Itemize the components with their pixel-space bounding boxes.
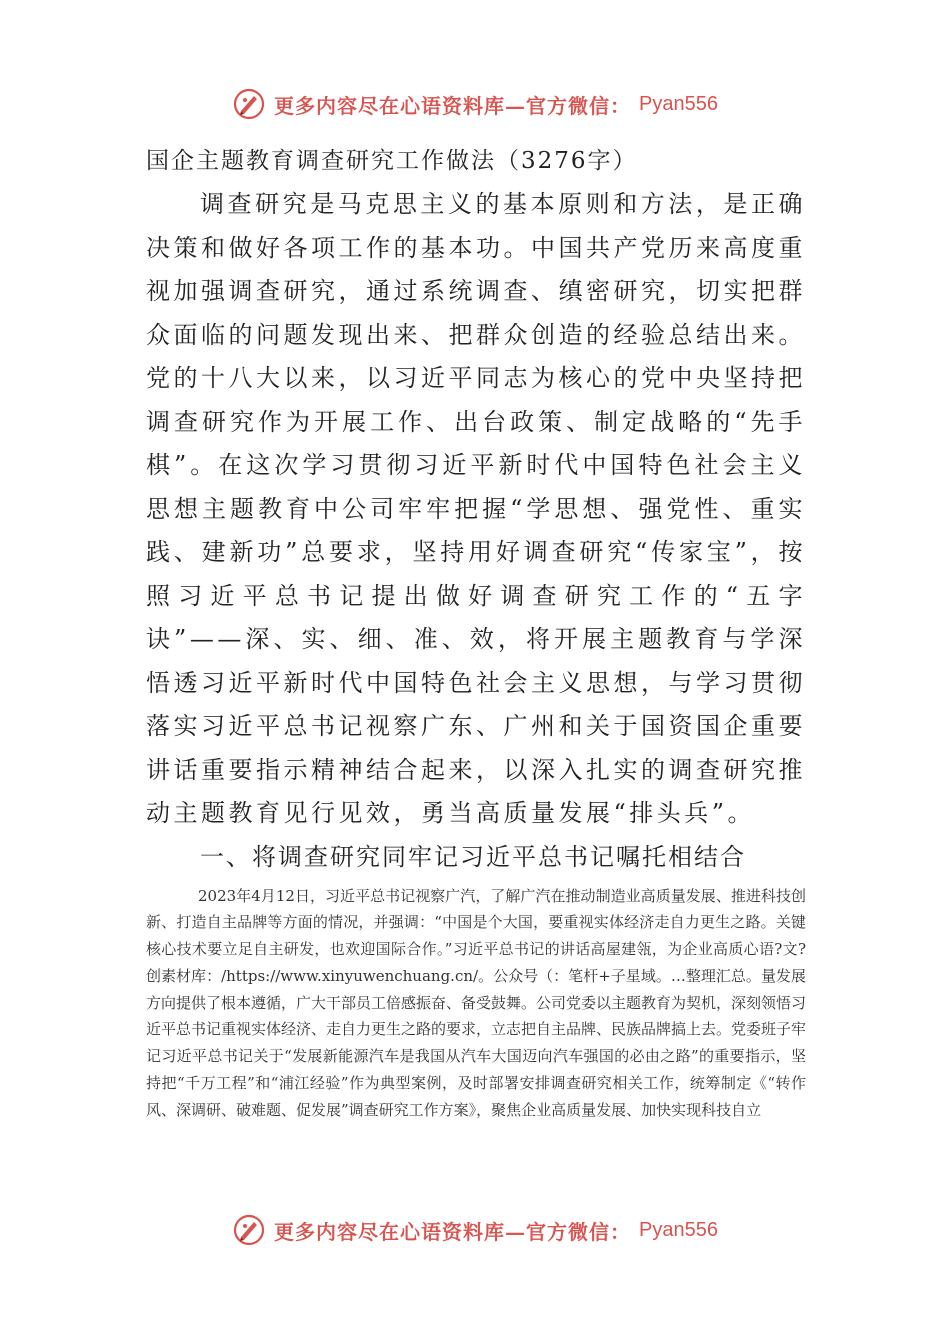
- pen-logo-icon: [232, 87, 266, 121]
- watermark-wechat-id: Pyan556: [639, 1218, 718, 1241]
- document-title: 国企主题教育调查研究工作做法（3276字）: [146, 148, 638, 174]
- document-body: [146, 140, 806, 1124]
- section-body-paragraph: 2023年4月12日，习近平总书记视察广汽，了解广汽在推动制造业高质量发展、推进科技创新、打造自主品牌等方面的情况，并强调：“中国是个大国，要重视实体经济走自力更生之路。关键核心技术要立足自主研发，也欢迎国际合作。”习近平总书记的讲话高屋建瓴，为企业高质心语?文?创素材库：/https://www.xinyuwenchuang.cn/。公众号（：笔杆+子星域。…整理汇总。量发展方向提供了根本遵循，广大干部员工倍感振奋、备受鼓舞。公司党委以主题教育为契机，深刻领悟习近平总书记重视实体经济、走自力更生之路的要求，立志把自主品牌、民族品牌搞上去。党委班子牢记习近平总书记关于“发展新能源汽车是我国从汽车大国迈向汽车强国的必由之路”的重要指示，坚持把“千万工程”和“浦江经验”作为典型案例，及时部署安排调查研究相关工作，统筹制定《“转作风、深调研、破难题、促发展”调查研究工作方案》，聚焦企业高质量发展、加快实现科技自立: [146, 886, 807, 1119]
- pen-logo-icon: [232, 1213, 266, 1247]
- watermark-text: 更多内容尽在心语资料库—官方微信：: [274, 93, 632, 118]
- intro-paragraph: 调查研究是马克思主义的基本原则和方法，是正确决策和做好各项工作的基本功。中国共产党历来高度重视加强调查研究，通过系统调查、缜密研究，切实把群众面临的问题发现出来、把群众创造的经验总结出来。党的十八大以来，以习近平同志为核心的党中央坚持把调查研究作为开展工作、出台政策、制定战略的“先手棋”。在这次学习贯彻习近平新时代中国特色社会主义思想主题教育中公司牢牢把握“学思想、强党性、重实践、建新功”总要求，坚持用好调查研究“传家宝”，按照习近平总书记提出做好调查研究工作的“五字诀”——深、实、细、准、效，将开展主题教育与学深悟透习近平新时代中国特色社会主义思想，与学习贯彻落实习近平总书记视察广东、广州和关于国资国企重要讲话重要指示精神结合起来，以深入扎实的调查研究推动主题教育见行见效，勇当高质量发展“排头兵”。: [146, 190, 806, 827]
- watermark-header: [0, 86, 950, 122]
- section-heading: 一、将调查研究同牢记习近平总书记嘱托相结合: [200, 842, 746, 871]
- watermark-wechat-id: Pyan556: [639, 92, 718, 115]
- watermark-footer: [0, 1212, 950, 1248]
- watermark-text: 更多内容尽在心语资料库—官方微信：: [274, 1219, 632, 1244]
